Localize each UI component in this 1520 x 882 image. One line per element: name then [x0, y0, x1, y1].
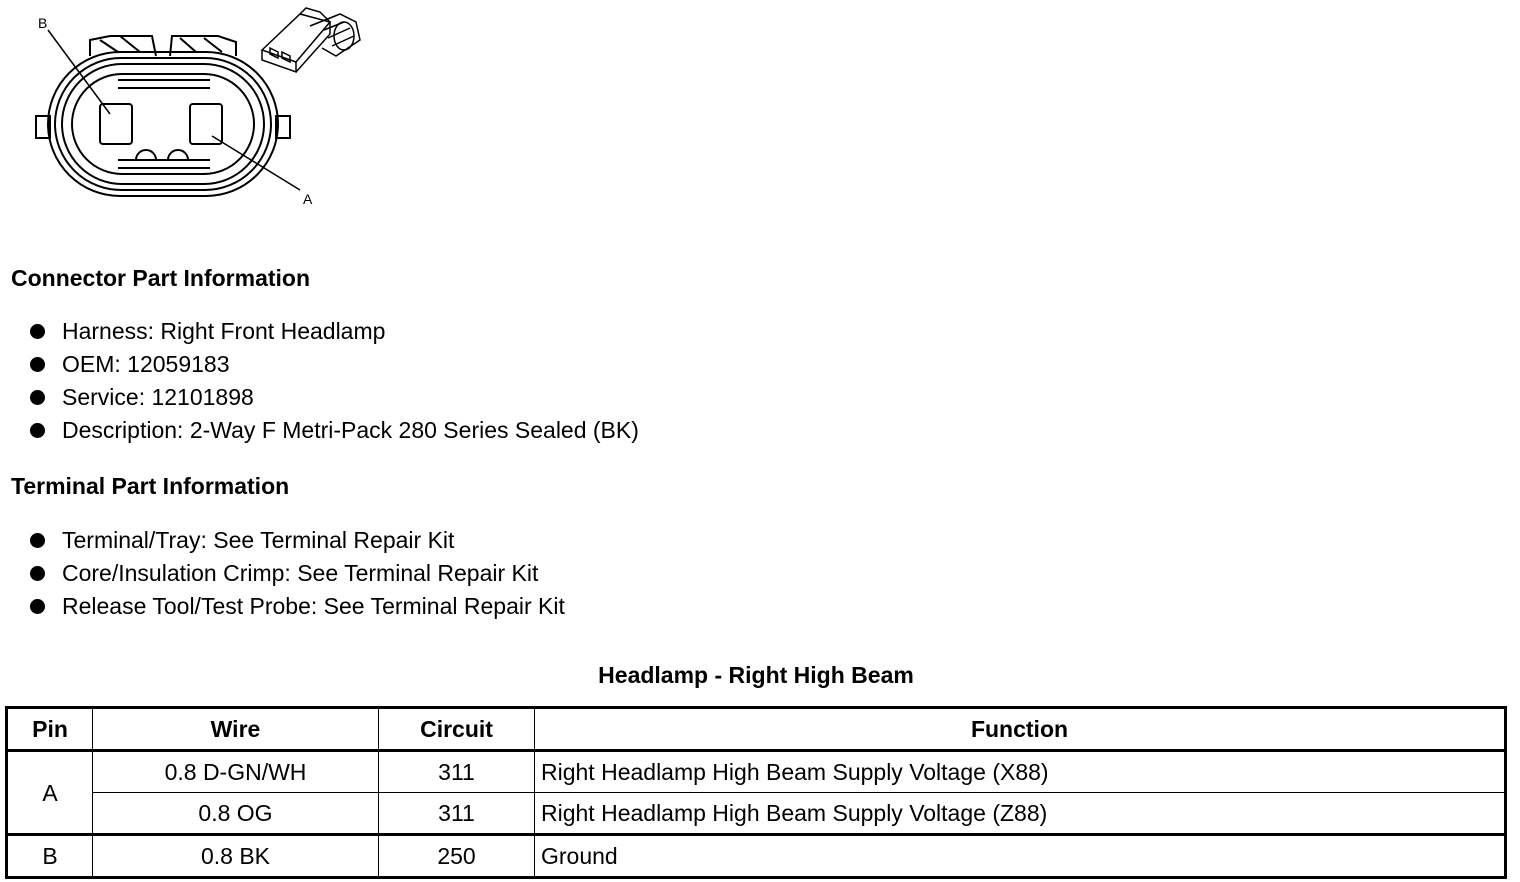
- connector-part-info-title: Connector Part Information: [11, 265, 311, 291]
- connector-perspective-icon: [262, 8, 360, 72]
- terminal-part-info-list: [26, 524, 565, 623]
- cell-circuit: 311: [379, 793, 535, 835]
- cell-pin: A: [7, 751, 93, 835]
- leader-line-b: [48, 30, 110, 114]
- cell-wire: 0.8 D-GN/WH: [93, 751, 379, 793]
- cell-function: Ground: [535, 835, 1506, 878]
- header-circuit: Circuit: [379, 708, 535, 751]
- cell-function: Right Headlamp High Beam Supply Voltage (Z88): [535, 793, 1506, 835]
- list-item: OEM: 12059183: [26, 348, 639, 381]
- list-item: Terminal/Tray: See Terminal Repair Kit: [26, 524, 565, 557]
- cell-function: Right Headlamp High Beam Supply Voltage (X88): [535, 751, 1506, 793]
- header-wire: Wire: [93, 708, 379, 751]
- list-item: Service: 12101898: [26, 381, 639, 414]
- pin-label-b: B: [38, 15, 48, 31]
- leader-line-a: [212, 136, 300, 190]
- list-item: Description: 2-Way F Metri-Pack 280 Series Sealed (BK): [26, 414, 639, 447]
- cavity-a: [190, 104, 222, 144]
- table-header-row: [7, 708, 1506, 751]
- table-row: [7, 751, 1506, 793]
- terminal-part-info-title: Terminal Part Information: [11, 473, 290, 499]
- list-item: Harness: Right Front Headlamp: [26, 315, 639, 348]
- connector-part-info-list: [26, 315, 639, 447]
- pin-label-a: A: [303, 191, 313, 207]
- header-pin: Pin: [7, 708, 93, 751]
- pin-table-title: Headlamp - Right High Beam: [598, 662, 914, 688]
- cell-pin: B: [7, 835, 93, 878]
- cell-wire: 0.8 BK: [93, 835, 379, 878]
- connector-face-diagram: [0, 0, 380, 215]
- header-function: Function: [535, 708, 1506, 751]
- list-item: Core/Insulation Crimp: See Terminal Repair Kit: [26, 557, 565, 590]
- cell-circuit: 250: [379, 835, 535, 878]
- table-row: [7, 835, 1506, 878]
- cavity-b: [100, 104, 132, 144]
- table-row: [7, 793, 1506, 835]
- cell-circuit: 311: [379, 751, 535, 793]
- connector-body: [48, 52, 278, 196]
- pin-table: [5, 706, 1507, 879]
- cell-wire: 0.8 OG: [93, 793, 379, 835]
- list-item: Release Tool/Test Probe: See Terminal Repair Kit: [26, 590, 565, 623]
